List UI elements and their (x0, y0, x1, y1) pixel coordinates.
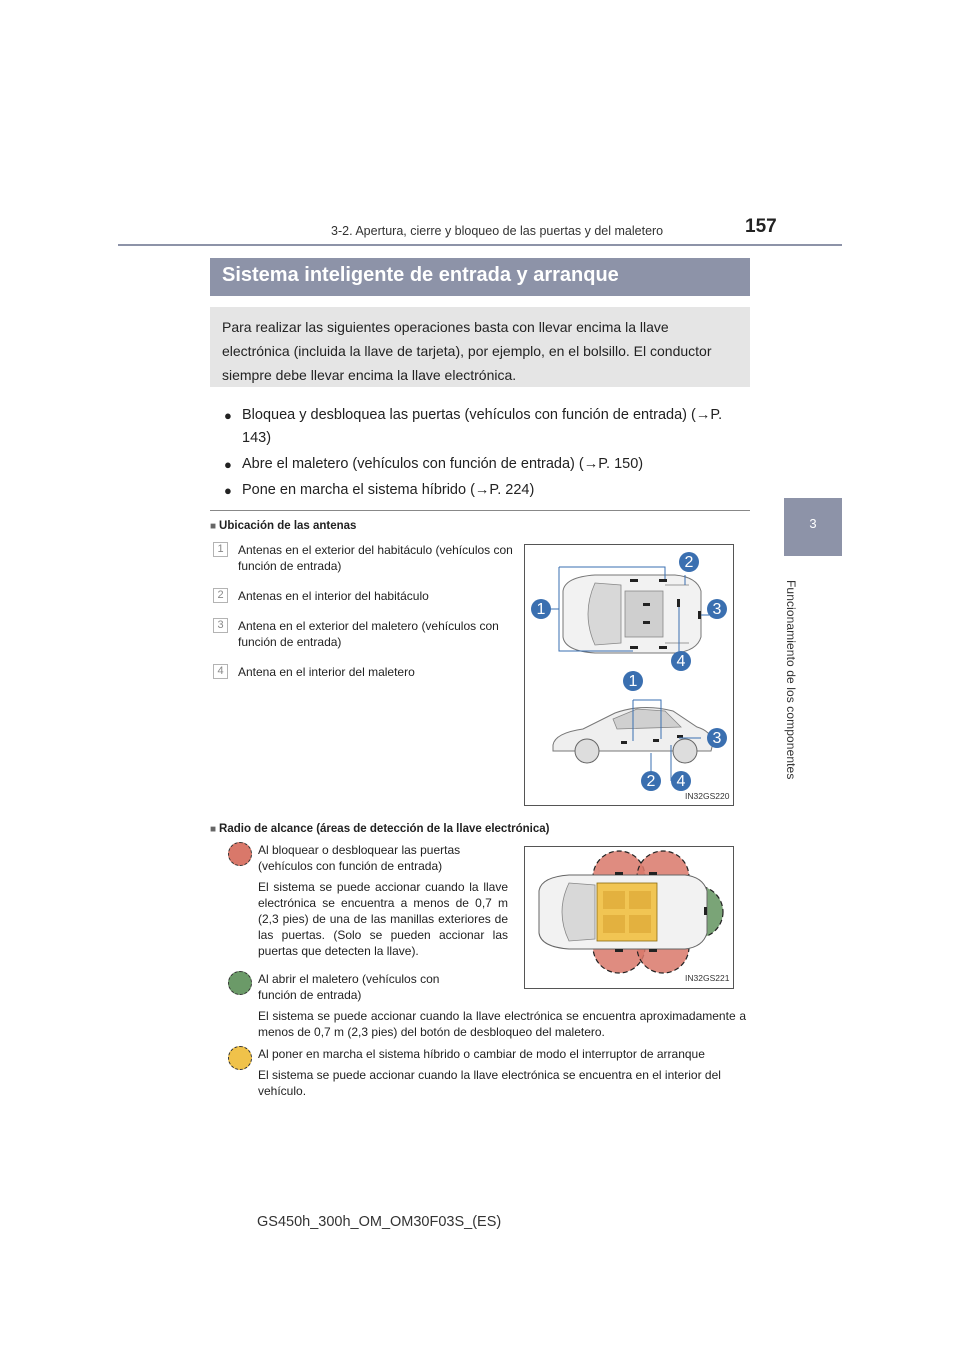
figure-code: IN32GS220 (685, 791, 730, 801)
callout-3-side: 3 (712, 730, 722, 747)
bullet-item: ● Pone en marcha el sistema híbrido (→P. 224) (224, 479, 744, 502)
antenna-text: Antenas en el interior del habitáculo (238, 589, 429, 603)
callout-2-side: 2 (646, 773, 656, 790)
range-item-desc: El sistema se puede accionar cuando la llave electrónica se encuentra en el interior del vehículo. (258, 1068, 721, 1098)
header-rule (118, 244, 842, 246)
antenna-number: 2 (213, 588, 228, 603)
callout-2: 2 (684, 554, 694, 571)
chapter-number: 3 (809, 516, 817, 531)
footer-code: GS450h_300h_OM_OM30F03S_(ES) (257, 1214, 502, 1230)
antenna-text: Antenas en el exterior del habitáculo (vehículos con función de entrada) (238, 543, 513, 573)
figure-code: IN32GS221 (685, 973, 730, 983)
antenna-number: 1 (213, 542, 228, 557)
antenna-list (210, 542, 515, 694)
range-item-title: Al poner en marcha el sistema híbrido o cambiar de modo el interruptor de arranque (258, 1047, 705, 1061)
chapter-tab (784, 498, 842, 556)
section-divider (210, 510, 750, 511)
callout-4-side: 4 (676, 773, 686, 790)
callout-4: 4 (676, 653, 686, 670)
intro-box (210, 307, 750, 387)
range-list (226, 842, 746, 1099)
green-zone-icon (228, 971, 252, 995)
page-number: 157 (745, 216, 777, 237)
antenna-diagram (525, 545, 733, 805)
antenna-item (210, 542, 515, 574)
antenna-text: Antena en el interior del maletero (238, 665, 415, 679)
range-item (226, 1046, 746, 1099)
antenna-location-figure (524, 544, 734, 806)
section-title: Sistema inteligente de entrada y arranque (222, 264, 619, 286)
callout-3: 3 (712, 601, 722, 618)
range-heading: ■ Radio de alcance (áreas de detección de la llave electrónica) (210, 823, 550, 835)
range-item (226, 971, 746, 1040)
antenna-item (210, 664, 515, 680)
antenna-text: Antena en el exterior del maletero (vehículos con función de entrada) (238, 619, 499, 649)
range-item-desc: El sistema se puede accionar cuando la llave electrónica se encuentra aproximadamente a menos de 0,7 m (2,3 pies) del botón de desbloqueo del maletero. (258, 1009, 746, 1039)
bullet-item: ● Abre el maletero (vehículos con función de entrada) (→P. 150) (224, 453, 744, 476)
callout-1-side: 1 (628, 673, 638, 690)
range-item (226, 842, 508, 959)
antennas-heading: ■ Ubicación de las antenas (210, 520, 356, 532)
antenna-number: 4 (213, 664, 228, 679)
range-item-title: Al bloquear o desbloquear las puertas (vehículos con función de entrada) (258, 843, 461, 873)
bullet-item: ● Bloquea y desbloquea las puertas (vehículos con función de entrada) (→P. 143) (224, 404, 744, 450)
antenna-number: 3 (213, 618, 228, 633)
chapter-title: Funcionamiento de los componentes (784, 580, 798, 780)
antenna-item (210, 588, 515, 604)
range-item-title: Al abrir el maletero (vehículos con función de entrada) (258, 972, 440, 1002)
intro-text: Para realizar las siguientes operaciones basta con llevar encima la llave electrónica (incluida la llave de tarjeta), por ejemplo, en el bolsillo. El conductor siempre debe llevar encima la llave electrónica. (222, 319, 712, 383)
car-top-view-icon (563, 575, 701, 653)
range-item-desc: El sistema se puede accionar cuando la llave electrónica se encuentra a menos de 0,7 m (2,3 pies) de una de las manillas exteriores de las puertas. (Solo se pueden accionar las puertas que detecten la llave). (258, 880, 508, 958)
antenna-item (210, 618, 515, 650)
bullet-list (224, 404, 744, 505)
yellow-zone-icon (228, 1046, 252, 1070)
header-section-title: 3-2. Apertura, cierre y bloqueo de las puertas y del maletero (331, 224, 664, 238)
callout-1: 1 (536, 601, 546, 618)
section-title-bar (210, 258, 750, 296)
red-zone-icon (228, 842, 252, 866)
